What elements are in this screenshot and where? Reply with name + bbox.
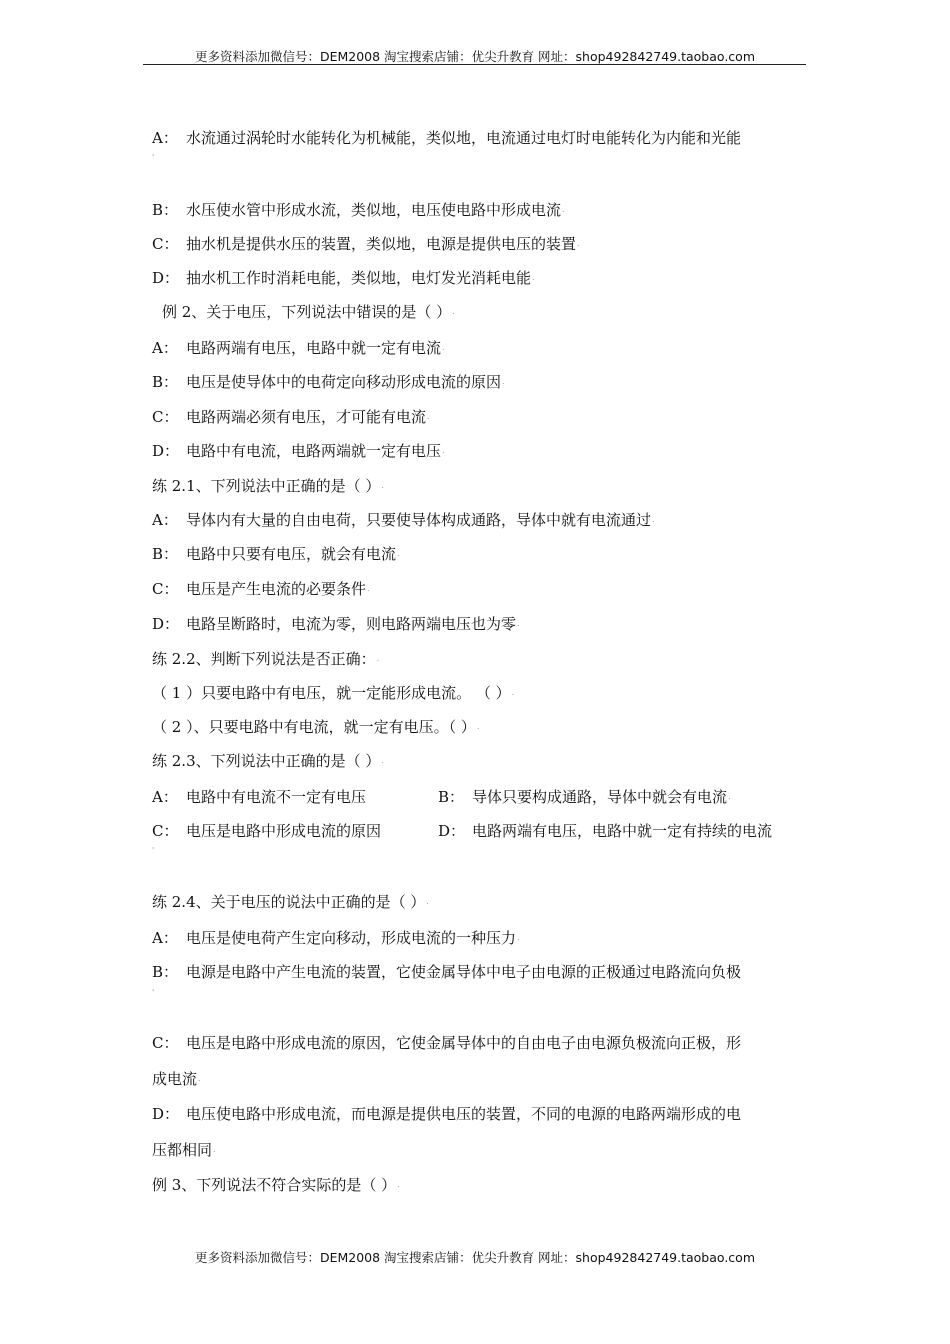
p23-option-c [152, 822, 381, 840]
example-3-title [152, 1176, 400, 1194]
option-text: 电压是使电荷产生定向移动，形成电流的一种压力 [186, 929, 517, 947]
paragraph-mark: . [376, 654, 380, 663]
option-text: 电源是电路中产生电流的装置，它使金属导体中电子由电源的正极通过电路流向负极 [186, 963, 742, 981]
paragraph-mark: . [502, 377, 505, 386]
option-text: 电压使电路中形成电流，而电源是提供电压的装置，不同的电源的电路两端形成的电 [186, 1105, 742, 1123]
q1-option-a [152, 129, 741, 147]
option-label: C： [152, 580, 179, 598]
ex2-option-a [152, 339, 445, 357]
paragraph-mark: . [517, 933, 520, 942]
option-label: D： [438, 822, 466, 840]
question-text: 例 2、关于电压，下列说法中错误的是（ ） [162, 303, 452, 321]
option-label: C： [152, 235, 179, 253]
option-text: 压都相同 [152, 1141, 213, 1159]
option-label: B： [152, 201, 179, 219]
question-text: 练 2.2、判断下列说法是否正确： [152, 650, 376, 668]
paragraph-mark: . [213, 1145, 216, 1154]
option-text: 电路两端有电压，电路中就一定有电流 [186, 339, 442, 357]
option-text: 电路中有电流不一定有电压 [186, 788, 367, 806]
option-text: 导体只要构成通路，导体中就会有电流 [472, 788, 728, 806]
paragraph-mark: . [442, 446, 445, 455]
p24-option-c-continuation [152, 1070, 201, 1088]
p21-option-b [152, 545, 400, 563]
q1-option-c [152, 235, 580, 253]
paragraph-mark: . [367, 584, 370, 593]
p23-option-a [152, 788, 366, 806]
paragraph-mark: ' [152, 846, 155, 855]
q1-option-d [152, 269, 535, 287]
paragraph-mark: ' [152, 153, 155, 162]
option-label: A： [152, 339, 178, 357]
paragraph-mark: . [381, 481, 384, 490]
p22-statement-2 [152, 718, 479, 736]
paragraph-mark: ' [152, 988, 155, 997]
paragraph-mark: . [476, 722, 480, 731]
ex2-option-b [152, 373, 505, 391]
option-label: D： [152, 1105, 180, 1123]
option-text: 电路两端有电压，电路中就一定有持续的电流 [472, 822, 773, 840]
header-rule [143, 64, 806, 65]
statement-text: （ 1 ）只要电路中有电压，就一定能形成电流。 （ ） [152, 684, 511, 702]
option-text: 电路两端必须有电压，才可能有电流 [186, 408, 427, 426]
p24-option-d [152, 1105, 741, 1123]
option-text: 导体内有大量的自由电荷，只要使导体构成通路，导体中就有电流通过 [186, 511, 652, 529]
option-text: 电压是使导体中的电荷定向移动形成电流的原因 [186, 373, 502, 391]
paragraph-mark: . [397, 549, 400, 558]
option-label: D： [152, 615, 180, 633]
option-label: B： [152, 373, 179, 391]
example-2-title [162, 303, 455, 321]
option-text: 电路呈断路时，电流为零，则电路两端电压也为零 [186, 615, 517, 633]
question-text: 练 2.1、下列说法中正确的是（ ） [152, 477, 381, 495]
p23-option-d [438, 822, 772, 840]
option-label: C： [152, 1034, 179, 1052]
option-text: 成电流 [152, 1070, 198, 1088]
paragraph-mark: . [397, 1180, 400, 1189]
option-text: 电压是电路中形成电流的原因 [186, 822, 382, 840]
paragraph-mark: . [517, 619, 520, 628]
option-label: A： [152, 129, 178, 147]
p24-option-c [152, 1034, 741, 1052]
paragraph-mark: . [577, 239, 580, 248]
option-text: 电压是产生电流的必要条件 [186, 580, 367, 598]
option-label: D： [152, 442, 180, 460]
option-label: C： [152, 822, 179, 840]
practice-2-2-title [152, 650, 379, 668]
practice-2-4-title [152, 893, 429, 911]
practice-2-3-title [152, 752, 384, 770]
paragraph-mark: . [532, 273, 535, 282]
question-text: 练 2.3、下列说法中正确的是（ ） [152, 752, 381, 770]
option-text: 水流通过涡轮时水能转化为机械能，类似地，电流通过电灯时电能转化为内能和光能 [186, 129, 742, 147]
option-label: B： [438, 788, 465, 806]
p24-option-d-continuation [152, 1141, 216, 1159]
paragraph-mark: . [381, 756, 384, 765]
paragraph-mark: . [427, 412, 430, 421]
option-text: 抽水机工作时消耗电能，类似地，电灯发光消耗电能 [186, 269, 532, 287]
p21-option-a [152, 511, 655, 529]
ex2-option-d [152, 442, 445, 460]
option-label: A： [152, 788, 178, 806]
paragraph-mark: . [728, 792, 731, 801]
option-label: D： [152, 269, 180, 287]
paragraph-mark: . [652, 515, 655, 524]
option-label: A： [152, 511, 178, 529]
p22-statement-1 [152, 684, 514, 702]
paragraph-mark: . [511, 688, 515, 697]
p23-option-b [438, 788, 731, 806]
statement-text: （ 2 ）、只要电路中有电流，就一定有电压。（ ） [152, 718, 476, 736]
option-label: C： [152, 408, 179, 426]
paragraph-mark: . [452, 307, 455, 316]
practice-2-1-title [152, 477, 384, 495]
ex2-option-c [152, 408, 430, 426]
question-text: 例 3、下列说法不符合实际的是（ ） [152, 1176, 397, 1194]
question-text: 练 2.4、关于电压的说法中正确的是（ ） [152, 893, 426, 911]
option-text: 电压是电路中形成电流的原因，它使金属导体中的自由电子由电源负极流向正极，形 [186, 1034, 742, 1052]
option-label: A： [152, 929, 178, 947]
option-label: B： [152, 963, 179, 981]
p21-option-d [152, 615, 520, 633]
option-text: 水压使水管中形成水流，类似地，电压使电路中形成电流 [186, 201, 562, 219]
paragraph-mark: . [198, 1074, 201, 1083]
paragraph-mark: . [426, 897, 429, 906]
option-text: 抽水机是提供水压的装置，类似地，电源是提供电压的装置 [186, 235, 577, 253]
option-text: 电路中只要有电压，就会有电流 [186, 545, 397, 563]
option-label: B： [152, 545, 179, 563]
page-header: 更多资料添加微信号：DEM2008 淘宝搜索店铺：优尖升教育 网址：shop492842749.taobao.com [194, 49, 756, 64]
option-text: 电路中有电流，电路两端就一定有电压 [186, 442, 442, 460]
p24-option-a [152, 929, 520, 947]
paragraph-mark: . [442, 343, 445, 352]
paragraph-mark: . [562, 205, 565, 214]
p21-option-c [152, 580, 370, 598]
q1-option-b [152, 201, 565, 219]
p24-option-b [152, 963, 741, 981]
page-footer: 更多资料添加微信号：DEM2008 淘宝搜索店铺：优尖升教育 网址：shop492842749.taobao.com [194, 1250, 756, 1265]
